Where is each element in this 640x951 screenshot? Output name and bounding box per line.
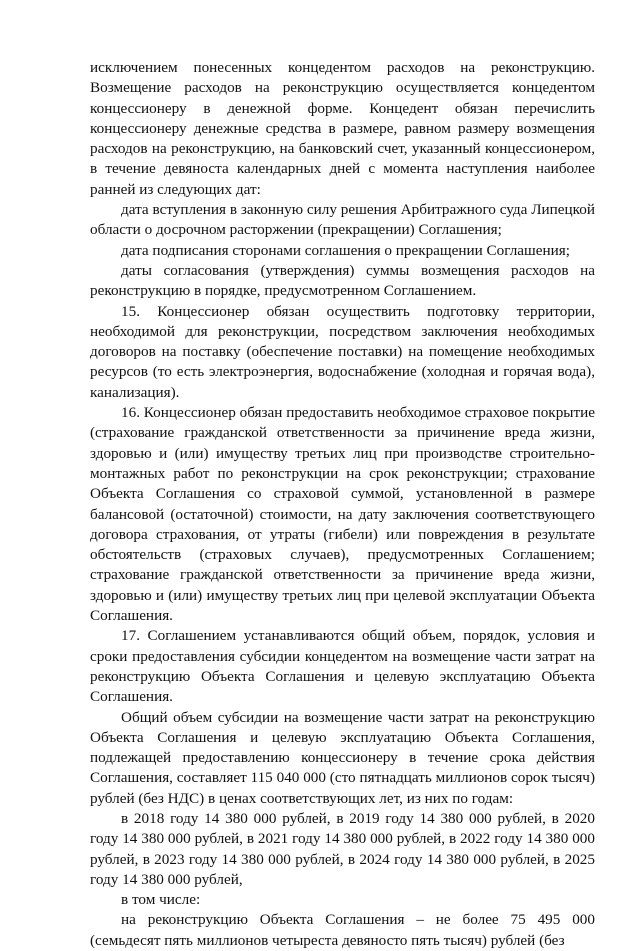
paragraph-date-amount-approval: даты согласования (утверждения) суммы возмещения расходов на реконструкцию в порядке, предусмотренном Соглашением. xyxy=(90,261,595,300)
document-page xyxy=(90,58,595,951)
paragraph-date-court-decision: дата вступления в законную силу решения Арбитражного суда Липецкой области о досрочном расторжении (прекращении) Соглашения; xyxy=(90,201,595,239)
paragraph-clause-16: 16. Концессионер обязан предоставить необходимое страховое покрытие (страхование гражданской ответственности за причинение вреда жизни, здоровью и (или) имуществу третьих лиц при производстве строительно-монтажных работ по реконструкции на срок реконструкции; страхование Объекта Соглашения со страховой суммой, установленной в размере балансовой (остаточной) стоимости, на дату заключения соответствующего договора страхования, от утраты (гибели) или повреждения в результате обстоятельств (страховых случаев), предусмотренных Соглашением; страхование гражданской ответственности за причинение вреда жизни, здоровью и (или) имуществу третьих лиц при целевой эксплуатации Объекта Соглашения. xyxy=(90,404,595,625)
paragraph-date-termination-signing: дата подписания сторонами соглашения о прекращении Соглашения; xyxy=(121,241,570,259)
paragraph-reimbursement-terms: исключением понесенных концедентом расходов на реконструкцию. Возмещение расходов на реконструкцию осуществляется концедентом концессионеру в денежной форме. Концедент обязан перечислить концессионеру денежные средства в размере, равном размеру возмещения расходов на реконструкцию, на банковский счет, указанный концессионером, в течение девяноста календарных дней с момента наступления наиболее ранней из следующих дат: xyxy=(90,59,595,198)
paragraph-reconstruction-amount: на реконструкцию Объекта Соглашения – не более 75 495 000 (семьдесят пять миллионов четыреста девяносто пять тысяч) рублей (без xyxy=(90,911,595,949)
paragraph-clause-15: 15. Концессионер обязан осуществить подготовку территории, необходимой для реконструкции, посредством заключения необходимых договоров на поставку (обеспечение поставки) на помещение необходимых ресурсов (то есть электроэнергия, водоснабжение (холодная и горячая вода), канализация). xyxy=(90,302,595,401)
paragraph-clause-17: 17. Соглашением устанавливаются общий объем, порядок, условия и сроки предоставления субсидии концедентом на возмещение части затрат на реконструкцию Объекта Соглашения и целевую эксплуатацию Объекта Соглашения. xyxy=(90,627,595,706)
paragraph-subsidy-by-year: в 2018 году 14 380 000 рублей, в 2019 году 14 380 000 рублей, в 2020 году 14 380 000 рублей, в 2021 году 14 380 000 рублей, в 2022 году 14 380 000 рублей, в 2023 году 14 380 000 рублей, в 2024 году 14 380 000 рублей, в 2025 году 14 380 000 рублей, xyxy=(90,809,595,888)
paragraph-subsidy-total: Общий объем субсидии на возмещение части затрат на реконструкцию Объекта Соглашения и целевую эксплуатацию Объекта Соглашения, подлежащей предоставлению концессионеру в течение срока действия Соглашения, составляет 115 040 000 (сто пятнадцать миллионов сорок тысяч) рублей (без НДС) в ценах соответствующих лет, из них по годам: xyxy=(90,708,595,807)
paragraph-including: в том числе: xyxy=(121,891,201,909)
